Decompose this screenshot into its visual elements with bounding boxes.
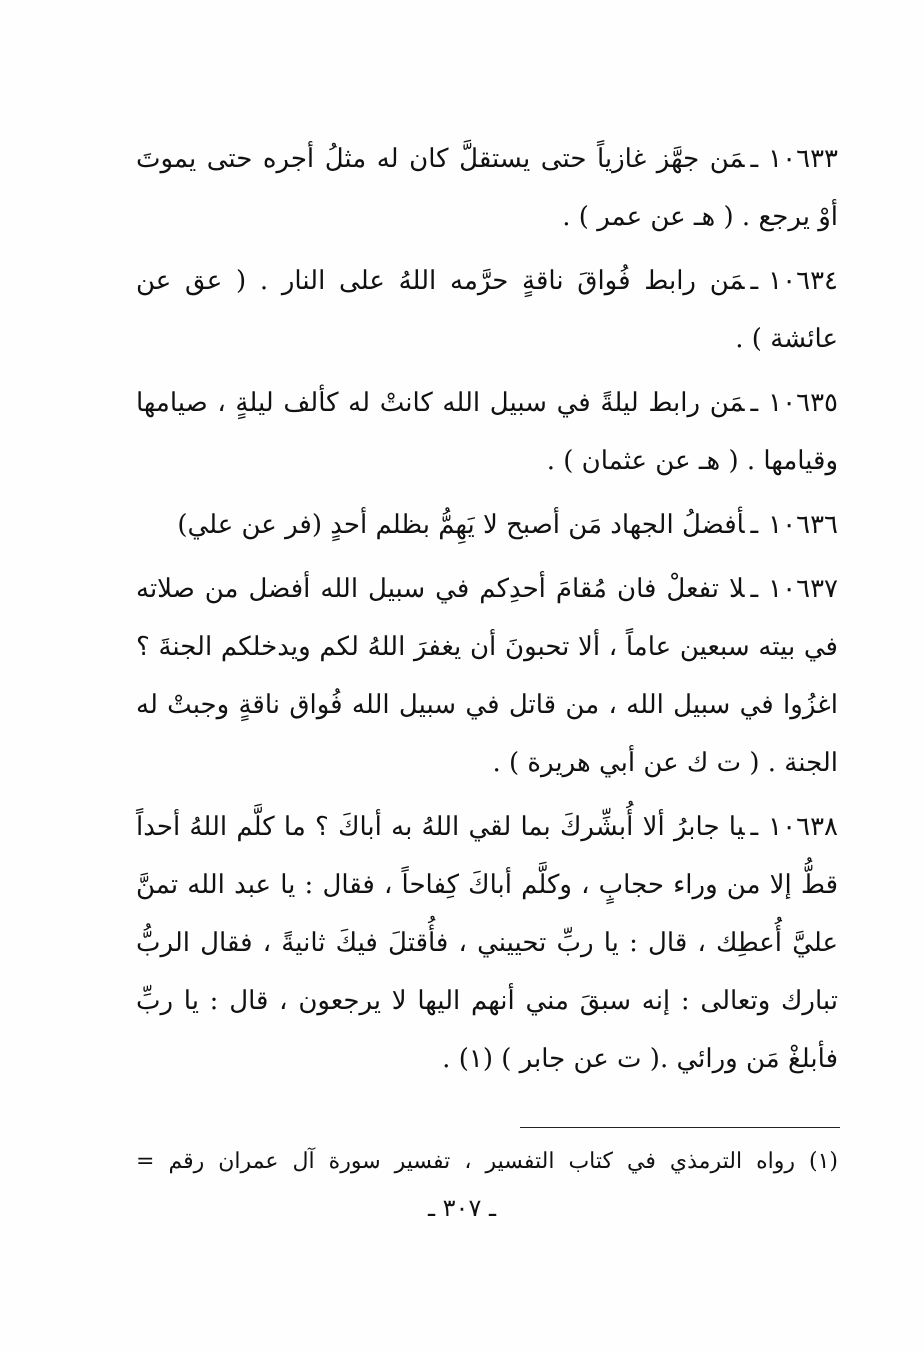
hadith-entry [136,560,838,792]
hadith-number: ١٠٦٣٥ [768,388,838,418]
hadith-dash: ـ [750,266,759,296]
hadith-text: مَن رابط فُواقَ ناقةٍ حرَّمه اللهُ على النار . ( عق عن عائشة ) . [136,266,838,354]
hadith-dash: ـ [750,388,759,418]
hadith-dash: ـ [750,812,759,842]
hadith-entry [136,374,838,490]
hadith-number: ١٠٦٣٨ [768,812,838,842]
hadith-entry [136,496,838,554]
hadith-list [136,130,838,1094]
hadith-number: ١٠٦٣٦ [768,510,838,540]
hadith-text: لا تفعلْ فان مُقامَ أحدِكم في سبيل الله أفضل من صلاته في بيته سبعين عاماً ، ألا تحبونَ أن يغفرَ اللهُ لكم ويدخلكم الجنةَ ؟ اغزُوا في سبيل الله ، من قاتل في سبيل الله فُواق ناقةٍ وجبتْ له الجنة . ( ت ك عن أبي هريرة ) . [136,574,838,778]
hadith-text: مَن رابط ليلةً في سبيل الله كانتْ له كألف ليلةٍ ، صيامها وقيامها . ( هـ عن عثمان ) . [136,388,838,476]
hadith-dash: ـ [750,144,759,174]
hadith-number: ١٠٦٣٧ [768,574,838,604]
hadith-text: أفضلُ الجهاد مَن أصبح لا يَهِمُّ بظلم أحدٍ (فر عن علي) [177,510,745,540]
hadith-text: يا جابرُ ألا أُبشِّركَ بما لقي اللهُ به أباكَ ؟ ما كلَّم اللهُ أحداً قطُّ إلا من وراء حجابٍ ، وكلَّم أباكَ كِفاحاً ، فقال : يا عبد الله تمنَّ عليَّ أُعطِك ، قال : يا ربِّ تحييني ، فأُقتلَ فيكَ ثانيةً ، فقال الربُّ تبارك وتعالى : إنه سبقَ مني أنهم اليها لا يرجعون ، قال : يا ربِّ فأبلغْ مَن ورائي .( ت عن جابر ) (١) . [136,812,838,1074]
page-number: ـ ٣٠٧ ـ [427,1194,496,1222]
hadith-number: ١٠٦٣٤ [768,266,838,296]
hadith-text: مَن جهَّز غازياً حتى يستقلَّ كان له مثلُ أجره حتى يموتَ أوْ يرجع . ( هـ عن عمر ) . [136,144,838,232]
hadith-dash: ـ [750,510,759,540]
footnote-divider [520,1127,840,1128]
hadith-number: ١٠٦٣٣ [768,144,838,174]
hadith-entry [136,252,838,368]
hadith-entry [136,130,838,246]
hadith-entry [136,798,838,1088]
hadith-dash: ـ [750,574,759,604]
footnote: (١) رواه الترمذي في كتاب التفسير ، تفسير سورة آل عمران رقم = [136,1149,838,1174]
